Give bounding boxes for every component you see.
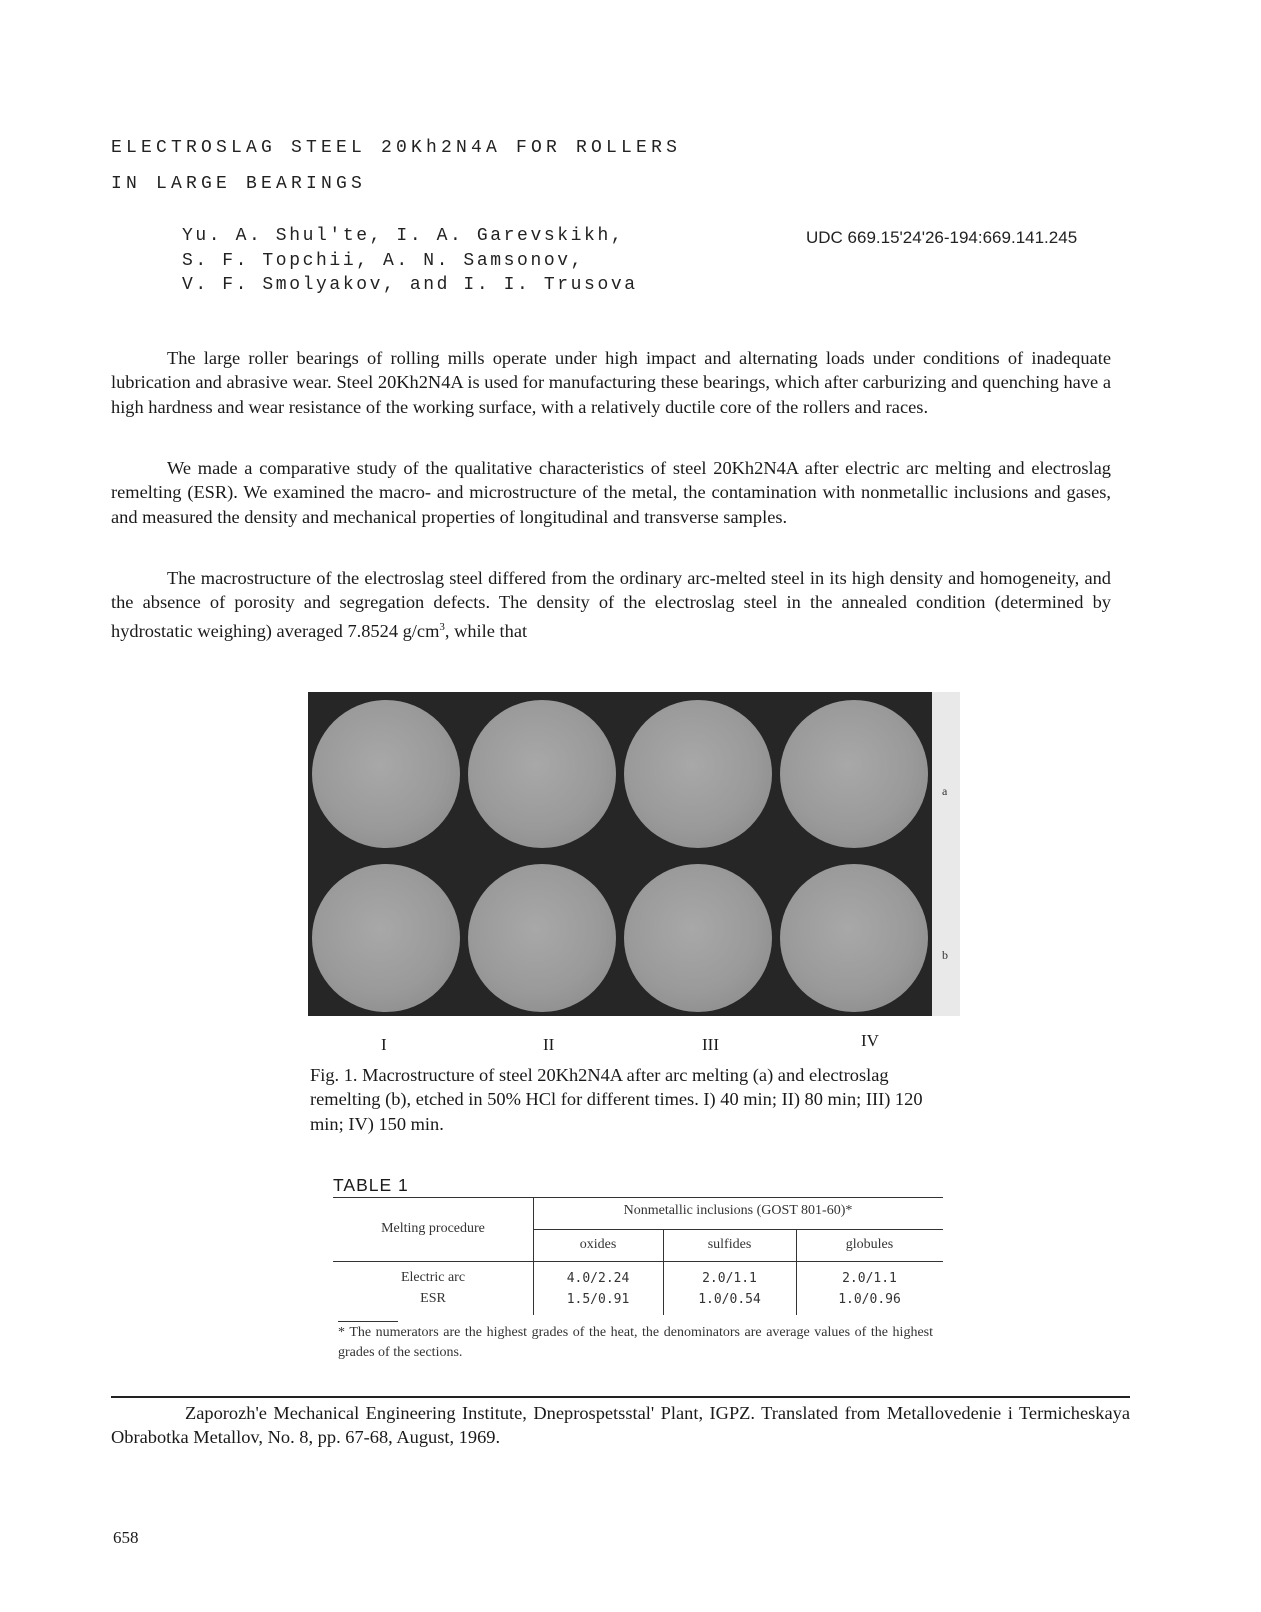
- footer-rule: [111, 1396, 1130, 1398]
- article-title-line-2: IN LARGE BEARINGS: [111, 174, 367, 194]
- figure-caption: Fig. 1. Macrostructure of steel 20Kh2N4A after arc melting (a) and electroslag remelting (b), etched in 50% HCl for different times. I) 40 min; II) 80 min; III) 120 min; IV) 150 min.: [310, 1065, 923, 1134]
- author-line-3: V. F. Smolyakov, and I. I. Trusova: [182, 275, 638, 295]
- table-row-electric-arc: Electric arc: [400, 1270, 466, 1285]
- page-number: 658: [113, 1528, 139, 1547]
- footnote-rule: [338, 1321, 398, 1322]
- table-row-header: Melting procedure: [381, 1221, 485, 1236]
- cell-esr-sulfides: 1.0/0.54: [698, 1292, 761, 1307]
- paragraph-2: We made a comparative study of the qualitative characteristics of steel 20Kh2N4A after electric arc melting and electroslag remelting (ESR). We examined the macro- and microstructure of the metal, the contamination with nonmetallic inclusions and gases, and measured the density and mechanical properties of longitudinal and transverse samples.: [111, 458, 1111, 527]
- affiliation-note: Zaporozh'e Mechanical Engineering Institute, Dneprospetsstal' Plant, IGPZ. Translated from Metallovedenie i Termicheskaya Obrabotka Metallov, No. 8, pp. 67-68, August, 1969.: [111, 1403, 1130, 1448]
- cell-electric-arc-oxides: 4.0/2.24: [566, 1271, 630, 1286]
- udc-code: UDC 669.15'24'26-194:669.141.245: [806, 228, 1078, 247]
- column-label-ii: II: [543, 1035, 555, 1054]
- column-header-globules: globules: [845, 1237, 894, 1252]
- sample-disc-b-i: [312, 864, 460, 1012]
- column-label-iii: III: [702, 1035, 719, 1054]
- author-line-1: Yu. A. Shul'te, I. A. Garevskikh,: [182, 226, 625, 246]
- column-label-i: I: [381, 1035, 387, 1054]
- table-group-header: Nonmetallic inclusions (GOST 801-60)*: [623, 1203, 853, 1218]
- sample-disc-b-ii: [468, 864, 616, 1012]
- row-label-a: a: [942, 784, 948, 798]
- cell-electric-arc-globules: 2.0/1.1: [842, 1271, 897, 1286]
- table-footnote: * The numerators are the highest grades of the heat, the denominators are average values of the highest grades of the sections.: [338, 1325, 933, 1360]
- column-header-sulfides: sulfides: [707, 1237, 752, 1252]
- author-list: [182, 224, 638, 298]
- column-header-oxides: oxides: [579, 1237, 617, 1252]
- paragraph-3: [111, 566, 1111, 643]
- cell-esr-oxides: 1.5/0.91: [566, 1292, 630, 1307]
- sample-disc-b-iv: [780, 864, 928, 1012]
- paragraph-1: The large roller bearings of rolling mills operate under high impact and alternating loads under conditions of inadequate lubrication and abrasive wear. Steel 20Kh2N4A is used for manufacturing these bearings, which after carburizing and quenching have a high hardness and wear resistance of the working surface, with a relatively ductile core of the rollers and races.: [111, 348, 1111, 417]
- table-row-esr: ESR: [420, 1291, 446, 1306]
- cell-esr-globules: 1.0/0.96: [838, 1292, 901, 1307]
- table-group-rule: [533, 1229, 943, 1230]
- cell-electric-arc-sulfides: 2.0/1.1: [702, 1271, 757, 1286]
- author-line-2: S. F. Topchii, A. N. Samsonov,: [182, 250, 585, 271]
- macrostructure-photo: [308, 692, 960, 1016]
- sample-disc-a-ii: [468, 700, 616, 848]
- sample-disc-a-iv: [780, 700, 928, 848]
- sample-disc-b-iii: [624, 864, 772, 1012]
- sample-disc-a-iii: [624, 700, 772, 848]
- table-top-rule: [333, 1197, 943, 1198]
- column-label-iv: IV: [861, 1031, 879, 1050]
- figure-side-strip: [932, 692, 960, 1016]
- paragraph-3-text: The macrostructure of the electroslag steel differed from the ordinary arc-melted steel in its high density and homogeneity, and the absence of porosity and segregation defects. The density of the electroslag steel in the annealed condition (determined by hydrostatic weighing) averaged 7.8524 g/cm: [111, 568, 1111, 641]
- density-unit-superscript: 3: [439, 620, 445, 633]
- paragraph-3-tail: , while that: [444, 620, 528, 641]
- article-title-line-1: ELECTROSLAG STEEL 20Kh2N4A FOR ROLLERS: [111, 138, 682, 158]
- sample-disc-a-i: [312, 700, 460, 848]
- table-title: TABLE 1: [333, 1175, 409, 1195]
- row-label-b: b: [942, 948, 948, 962]
- table-header-rule: [333, 1261, 943, 1262]
